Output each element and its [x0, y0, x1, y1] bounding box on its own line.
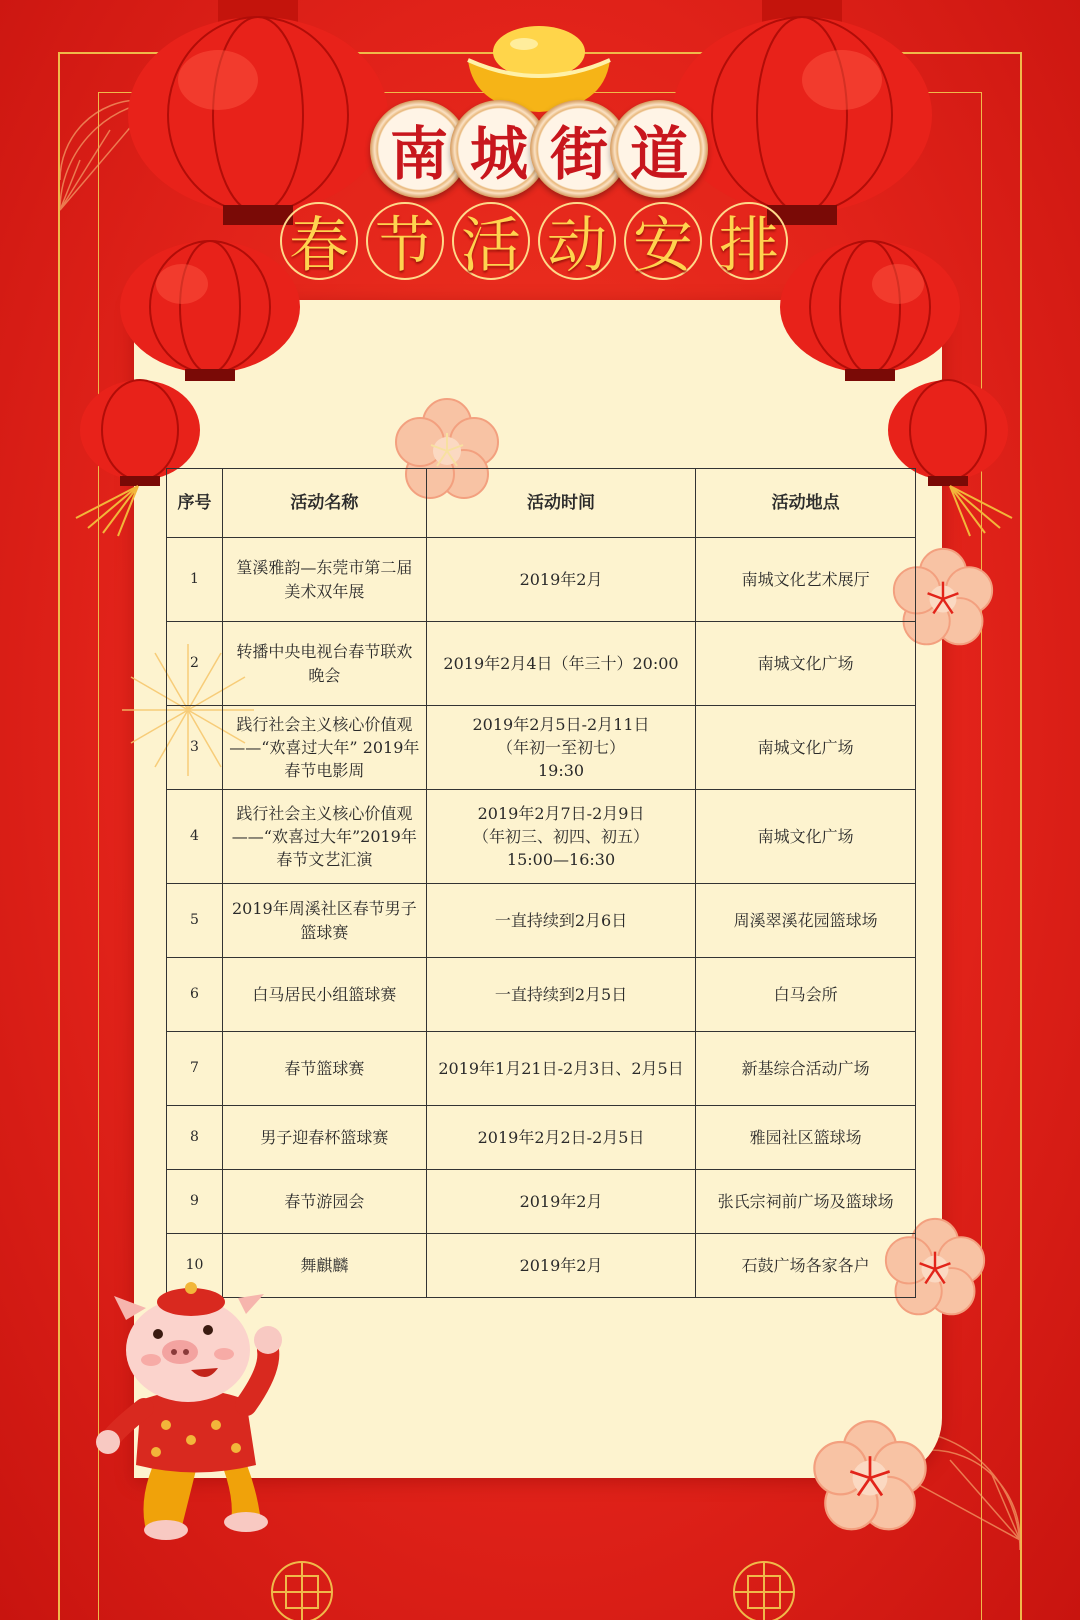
row-activity-name-line: 白马居民小组篮球赛	[252, 984, 397, 1004]
row-activity-name	[222, 884, 426, 958]
row-activity-name-line: 转播中央电视台春节联欢	[236, 642, 413, 662]
plum-blossom-icon	[810, 1418, 930, 1538]
row-activity-location: 南城文化广场	[696, 706, 916, 790]
row-activity-name-line: 男子迎春杯篮球赛	[260, 1127, 389, 1147]
subtitle-char: 排	[710, 202, 788, 280]
table-row	[167, 1106, 916, 1170]
lantern-icon	[120, 232, 300, 382]
row-activity-name	[222, 622, 426, 706]
row-activity-time-line: 2019年2月	[519, 569, 603, 589]
table-row	[167, 622, 916, 706]
row-activity-location: 南城文化艺术展厅	[696, 538, 916, 622]
row-index: 1	[167, 538, 223, 622]
row-activity-time-line: 2019年2月4日（年三十）20:00	[443, 653, 679, 673]
row-activity-location: 雅园社区篮球场	[696, 1106, 916, 1170]
row-activity-time-line: 15:00—16:30	[506, 850, 616, 870]
row-activity-name	[222, 1032, 426, 1106]
row-index: 3	[167, 706, 223, 790]
row-activity-name-line: 晚会	[308, 665, 341, 685]
row-activity-name-line: ——“欢喜过大年” 2019年	[229, 737, 420, 757]
row-activity-name-line: 践行社会主义核心价值观	[236, 714, 413, 734]
row-activity-time	[426, 1032, 696, 1106]
row-activity-name	[222, 1234, 426, 1298]
row-activity-time	[426, 884, 696, 958]
row-activity-time-line: 一直持续到2月6日	[494, 910, 628, 930]
row-activity-time	[426, 1106, 696, 1170]
row-activity-name-line: 美术双年展	[284, 581, 365, 601]
title-char: 道	[610, 100, 708, 198]
table-row	[167, 958, 916, 1032]
activity-schedule-table	[166, 468, 916, 1298]
row-index: 4	[167, 790, 223, 884]
subtitle-char: 动	[538, 202, 616, 280]
row-activity-name-line: 2019年周溪社区春节男子	[231, 899, 417, 919]
row-activity-time	[426, 790, 696, 884]
row-activity-name	[222, 538, 426, 622]
row-index: 8	[167, 1106, 223, 1170]
table-row	[167, 884, 916, 958]
row-activity-name-line: 春节文艺汇演	[276, 850, 373, 870]
row-activity-time-line: 2019年1月21日-2月3日、2月5日	[438, 1058, 684, 1078]
table-row	[167, 1234, 916, 1298]
header-activity-location: 活动地点	[696, 469, 916, 538]
title-char: 城	[450, 100, 548, 198]
row-activity-time-line: 2019年2月	[519, 1255, 603, 1275]
pig-mascot-icon	[96, 1290, 296, 1540]
row-activity-name-line: 篁溪雅韵—东莞市第二届	[236, 558, 413, 578]
row-activity-location: 新基综合活动广场	[696, 1032, 916, 1106]
table-row	[167, 790, 916, 884]
row-activity-time-line: 19:30	[537, 761, 585, 781]
table-header-row	[167, 469, 916, 538]
row-activity-time-line: 2019年2月	[519, 1191, 603, 1211]
lantern-icon	[128, 0, 388, 230]
row-activity-name-line: 春节游园会	[284, 1191, 365, 1211]
row-activity-location: 张氏宗祠前广场及篮球场	[696, 1170, 916, 1234]
row-activity-name	[222, 706, 426, 790]
row-index: 6	[167, 958, 223, 1032]
row-activity-location: 南城文化广场	[696, 622, 916, 706]
lantern-icon	[780, 232, 960, 382]
row-activity-time-line: 一直持续到2月5日	[494, 984, 628, 1004]
row-activity-name-line: 春节篮球赛	[284, 1058, 365, 1078]
row-activity-name	[222, 790, 426, 884]
round-window-pattern-icon	[270, 1560, 334, 1620]
row-activity-location: 南城文化广场	[696, 790, 916, 884]
row-activity-name	[222, 958, 426, 1032]
row-activity-time	[426, 706, 696, 790]
row-activity-time	[426, 1234, 696, 1298]
subtitle-char: 春	[280, 202, 358, 280]
row-activity-name-line: 舞麒麟	[300, 1255, 349, 1275]
row-activity-name-line: 篮球赛	[300, 922, 349, 942]
row-index: 10	[167, 1234, 223, 1298]
row-activity-time-line: 2019年2月2日-2月5日	[477, 1127, 645, 1147]
row-activity-location: 周溪翠溪花园篮球场	[696, 884, 916, 958]
row-index: 5	[167, 884, 223, 958]
subtitle-char: 安	[624, 202, 702, 280]
row-activity-name-line: 践行社会主义核心价值观	[236, 803, 413, 823]
row-activity-time-line: 2019年2月5日-2月11日	[472, 714, 650, 734]
subtitle-char: 活	[452, 202, 530, 280]
table-row	[167, 1170, 916, 1234]
row-activity-time	[426, 958, 696, 1032]
row-index: 7	[167, 1032, 223, 1106]
row-activity-location: 白马会所	[696, 958, 916, 1032]
row-activity-time-line: 2019年2月7日-2月9日	[477, 803, 645, 823]
row-activity-time	[426, 538, 696, 622]
row-activity-time	[426, 1170, 696, 1234]
row-activity-name-line: ——“欢喜过大年”2019年	[231, 826, 417, 846]
table-row	[167, 706, 916, 790]
row-activity-name	[222, 1170, 426, 1234]
header-index: 序号	[167, 469, 223, 538]
title-line-1	[370, 100, 710, 210]
header-activity-name: 活动名称	[222, 469, 426, 538]
row-activity-location: 石鼓广场各家各户	[696, 1234, 916, 1298]
row-activity-name-line: 春节电影周	[284, 761, 365, 781]
row-activity-time-line: （年初三、初四、初五）	[473, 826, 650, 846]
title-char: 街	[530, 100, 628, 198]
row-index: 9	[167, 1170, 223, 1234]
title-char: 南	[370, 100, 468, 198]
row-activity-time-line: （年初一至初七）	[497, 737, 626, 757]
row-index: 2	[167, 622, 223, 706]
table-row	[167, 538, 916, 622]
round-window-pattern-icon	[732, 1560, 796, 1620]
subtitle-char: 节	[366, 202, 444, 280]
table-row	[167, 1032, 916, 1106]
header-activity-time: 活动时间	[426, 469, 696, 538]
row-activity-name	[222, 1106, 426, 1170]
row-activity-time	[426, 622, 696, 706]
title-line-2	[280, 202, 800, 288]
lantern-icon	[672, 0, 932, 230]
